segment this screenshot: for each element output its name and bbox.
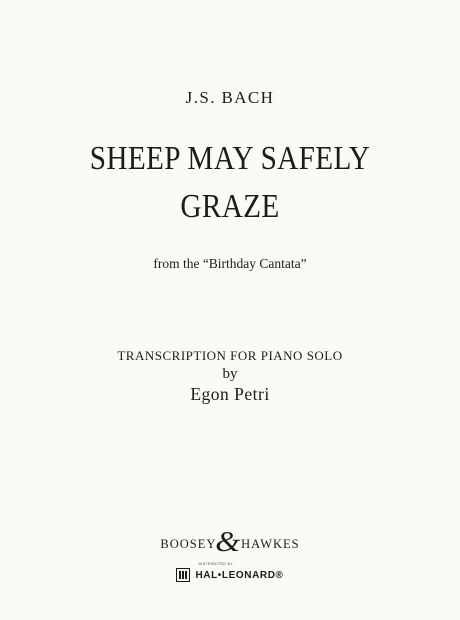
title-line-2: GRAZE — [180, 188, 280, 225]
hal-leonard-logo-icon — [176, 568, 190, 582]
by-label: by — [222, 366, 238, 382]
subtitle: from the “Birthday Cantata” — [153, 256, 307, 271]
distributor-block — [0, 562, 460, 582]
arranger-name: Egon Petri — [190, 384, 270, 404]
publisher-logo — [0, 527, 460, 558]
title-line-1: SHEEP MAY SAFELY — [89, 140, 371, 177]
distributor-name: HAL•LEONARD® — [195, 569, 284, 581]
composer-name: J.S. BACH — [185, 88, 275, 107]
publisher-name-left: BOOSEY — [160, 536, 217, 551]
transcription-label: TRANSCRIPTION FOR PIANO SOLO — [117, 348, 343, 363]
publisher-name-right: HAWKES — [241, 536, 300, 551]
distributed-by-label: DISTRIBUTED BY — [198, 562, 234, 566]
publisher-ampersand: & — [215, 527, 242, 558]
distributor-logo — [176, 562, 284, 582]
